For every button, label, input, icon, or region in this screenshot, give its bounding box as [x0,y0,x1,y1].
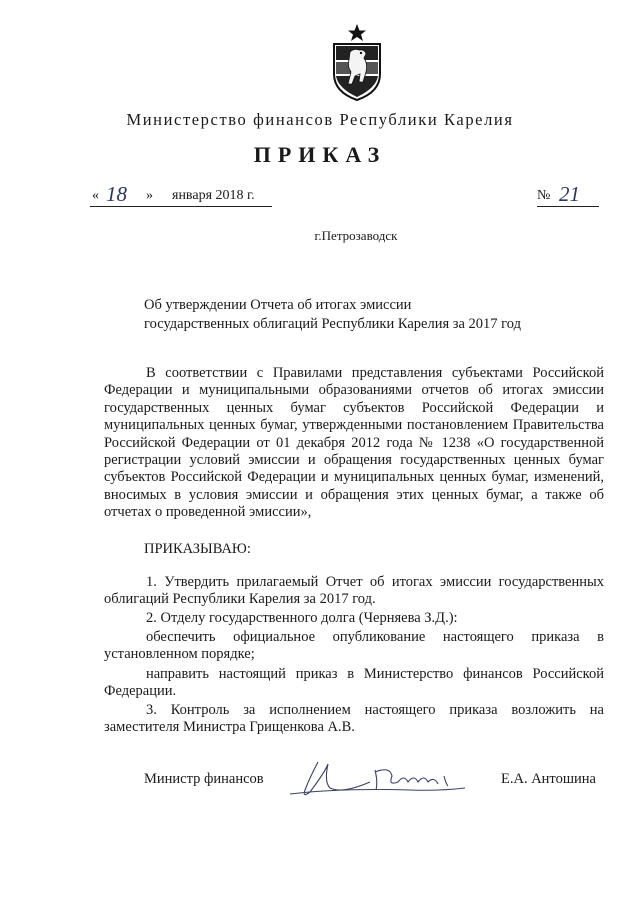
date-field [90,182,272,207]
subject-line: государственных облигаций Республики Карелия за 2017 год [144,316,521,332]
ministry-name: Министерство финансов Республики Карелия [126,110,514,129]
order-item-1: 1. Утвердить прилагаемый Отчет об итогах эмиссии государственных облигаций Республики Карелия за 2017 год. [104,574,604,608]
document-title: ПРИКАЗ [253,142,387,167]
date-month-year: января 2018 г. [172,188,255,203]
coat-of-arms-icon [328,22,386,102]
subject [144,296,604,334]
order-item-2: 2. Отделу государственного долга (Черняева З.Д.): [146,610,458,626]
signatory-name: Е.А. Антошина [501,771,596,787]
order-word: ПРИКАЗЫВАЮ: [144,541,251,557]
date-open-quote: « [92,188,99,203]
city: г.Петрозаводск [314,228,398,243]
date-close-quote: » [146,188,153,203]
order-item-2-b: направить настоящий приказ в Министерство финансов Российской Федерации. [104,666,604,700]
handwritten-signature-icon [280,752,480,802]
date-day: 18 [106,182,127,206]
signatory-title: Министр финансов [144,771,264,787]
order-item-3: 3. Контроль за исполнением настоящего приказа возложить на заместителя Министра Грищенкова А.В. [104,702,604,736]
subject-line: Об утверждении Отчета об итогах эмиссии [144,297,412,313]
number-value: 21 [559,182,580,206]
number-field [537,182,599,207]
preamble-paragraph: В соответствии с Правилами представления субъектами Российской Федерации и муниципальными образованиями отчетов об итогах эмиссии государственных ценных бумаг субъектов Российской Федерации и муниципальных ценных бумаг, утвержденными постановлением Правительства Российской Федерации от 01 декабря 2012 года № 1238 «О государственной регистрации условий эмиссии и обращения государственных ценных бумаг субъектов Российской Федерации и муниципальных ценных бумаг, изменений, вносимых в условия эмиссии и обращения этих ценных бумаг, а также об отчетах о проведенной эмиссии», [104,365,604,521]
order-item-2-a: обеспечить официальное опубликование настоящего приказа в установленном порядке; [104,629,604,663]
number-sign: № [537,188,551,203]
